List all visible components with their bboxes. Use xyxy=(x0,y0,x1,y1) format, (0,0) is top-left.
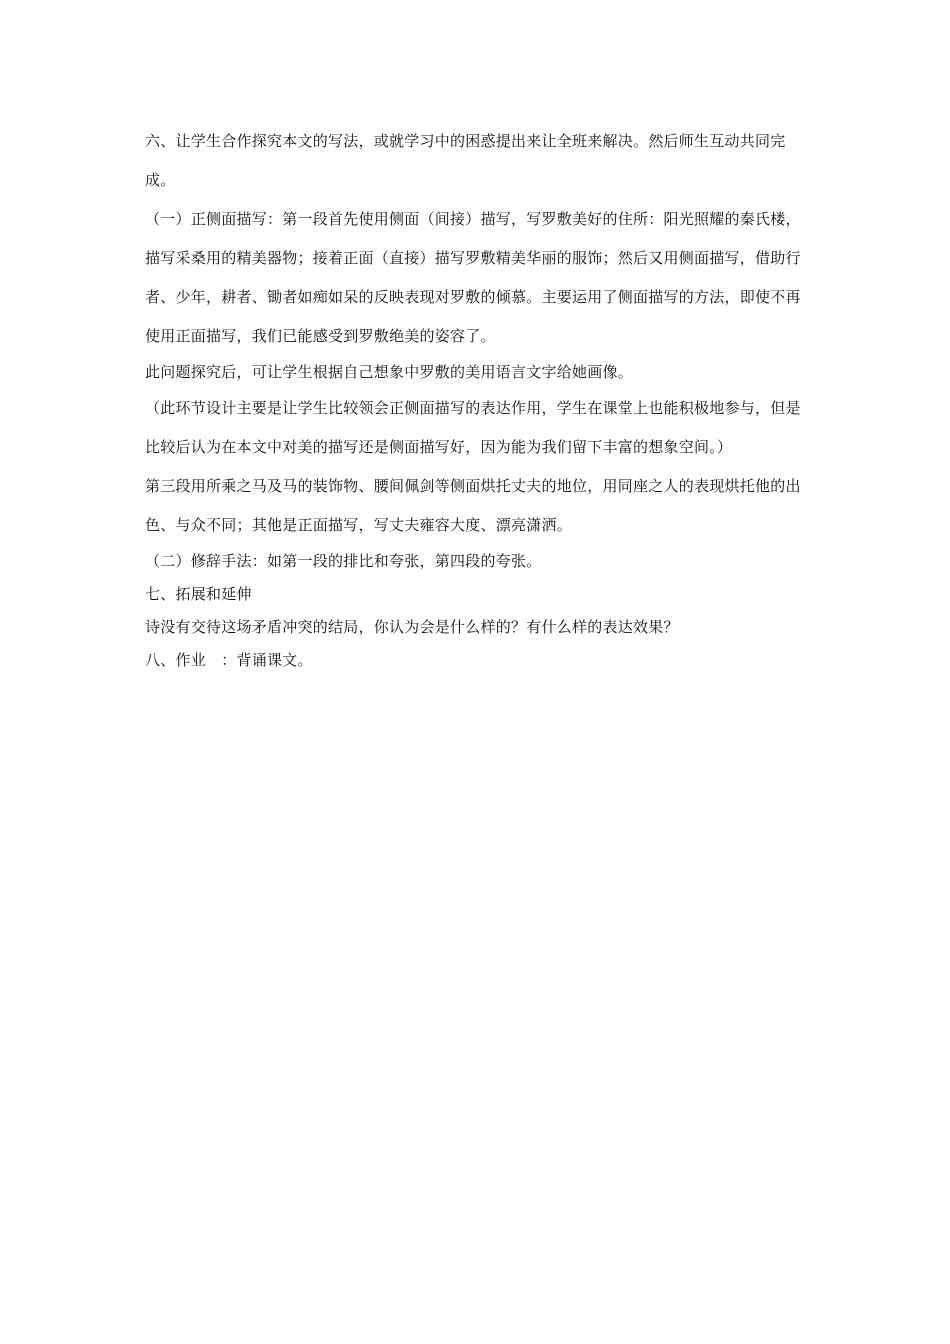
subsection-one-paragraph: （一）正侧面描写：第一段首先使用侧面（间接）描写，写罗敷美好的住所：阳光照耀的秦氏楼，描写采桑用的精美器物；接着正面（直接）描写罗敷精美华丽的服饰；然后又用侧面描写，借助行者、少年，耕者、锄者如痴如呆的反映表现对罗敷的倾慕。主要运用了侧面描写的方法，即使不再使用正面描写，我们已能感受到罗敷绝美的姿容了。 xyxy=(145,210,801,345)
extension-question-paragraph: 诗没有交待这场矛盾冲突的结局，你认为会是什么样的？有什么样的表达效果？ xyxy=(145,618,679,636)
document-page xyxy=(145,122,810,677)
exploration-note-paragraph: 此问题探究后，可让学生根据自己想象中罗敷的美用语言文字给她画像。 xyxy=(145,363,634,381)
section-six-paragraph: 六、让学生合作探究本文的写法，或就学习中的困惑提出来让全班来解决。然后师生互动共同完成。 xyxy=(145,132,786,189)
subsection-two-paragraph: （二）修辞手法：如第一段的排比和夸张，第四段的夸张。 xyxy=(145,552,542,570)
design-note-paragraph: （此环节设计主要是让学生比较领会正侧面描写的表达作用，学生在课堂上也能积极地参与，但是比较后认为在本文中对美的描写还是侧面描写好，因为能为我们留下丰富的想象空间。） xyxy=(145,399,801,456)
section-seven-heading: 七、拓展和延伸 xyxy=(145,585,252,603)
section-eight-homework: 八、作业 ：背诵课文。 xyxy=(145,651,313,669)
third-stanza-paragraph: 第三段用所乘之马及马的装饰物、腰间佩剑等侧面烘托丈夫的地位，用同座之人的表现烘托他的出色、与众不同；其他是正面描写，写丈夫雍容大度、漂亮潇洒。 xyxy=(145,477,801,534)
